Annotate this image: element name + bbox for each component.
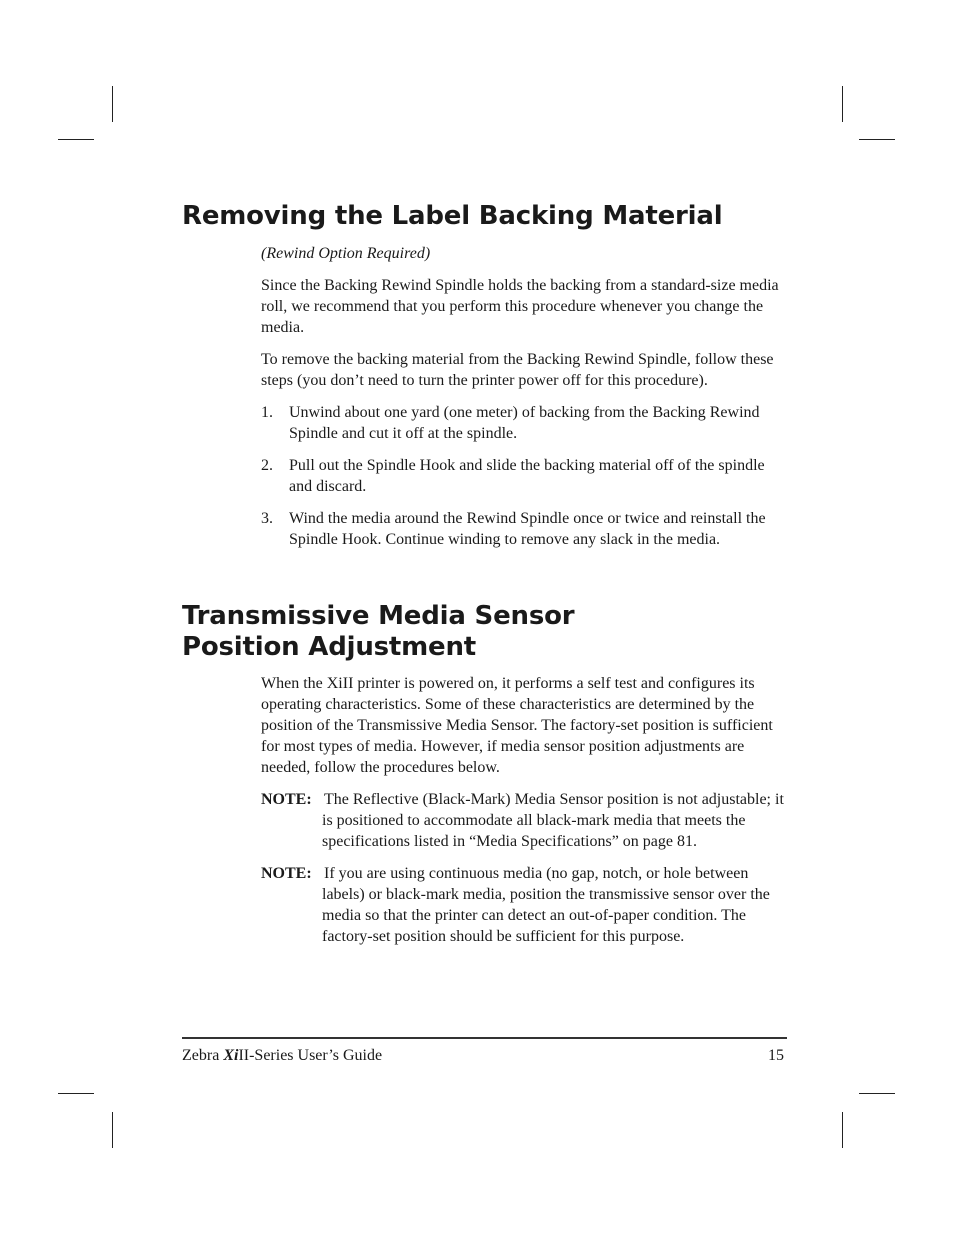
section1-body <box>261 243 785 561</box>
step-number: 2. <box>261 457 273 474</box>
section1-paragraph-1: Since the Backing Rewind Spindle holds the backing from a standard-size media roll, we recommend that you perform this procedure whenever you change the media. <box>261 277 779 336</box>
crop-mark-top-left-vertical <box>112 86 113 122</box>
section-heading-removing-backing: Removing the Label Backing Material <box>182 201 723 231</box>
section1-paragraph-2: To remove the backing material from the Backing Rewind Spindle, follow these steps (you don’t need to turn the printer power off for this procedure). <box>261 351 774 389</box>
footer-brand: Zebra <box>182 1047 224 1064</box>
note-label: NOTE: <box>261 791 312 808</box>
list-item <box>261 455 785 497</box>
footer-model: Xi <box>223 1047 239 1064</box>
list-item <box>261 402 785 444</box>
note-2 <box>261 863 785 947</box>
crop-mark-top-right-vertical <box>842 86 843 122</box>
note-text: If you are using continuous media (no gap, notch, or hole between labels) or black-mark media, position the transmissive sensor over the media so that the printer can detect an out-of-paper condition. The factory-set position should be sufficient for this purpose. <box>322 865 770 945</box>
step-number: 3. <box>261 510 273 527</box>
section2-title-line2: Position Adjustment <box>182 632 476 662</box>
crop-mark-top-left-horizontal <box>58 139 94 140</box>
crop-mark-bottom-left-horizontal <box>58 1093 94 1094</box>
step-text: Unwind about one yard (one meter) of backing from the Backing Rewind Spindle and cut it off at the spindle. <box>289 404 760 442</box>
crop-mark-bottom-right-vertical <box>842 1112 843 1148</box>
crop-mark-top-right-horizontal <box>859 139 895 140</box>
section2-body <box>261 673 785 958</box>
section2-paragraph: When the XiII printer is powered on, it performs a self test and configures its operating characteristics. Some of these characteristics are determined by the position of the Transmissive Media Sensor. The factory-set position is sufficient for most types of media. However, if media sensor position adjustments are needed, follow the procedures below. <box>261 675 773 776</box>
step-number: 1. <box>261 404 273 421</box>
note-text: The Reflective (Black-Mark) Media Sensor position is not adjustable; it is positioned to accommodate all black-mark media that meets the specifications listed in “Media Specifications” on page 81. <box>322 791 784 850</box>
crop-mark-bottom-left-vertical <box>112 1112 113 1148</box>
footer-guide-name: II-Series User’s Guide <box>238 1047 383 1064</box>
note-label: NOTE: <box>261 865 312 882</box>
step-text: Wind the media around the Rewind Spindle once or twice and reinstall the Spindle Hook. Continue winding to remove any slack in the media. <box>289 510 766 548</box>
section-heading-transmissive-sensor <box>182 601 574 663</box>
list-item <box>261 508 785 550</box>
crop-mark-bottom-right-horizontal <box>859 1093 895 1094</box>
page-number: 15 <box>768 1047 784 1064</box>
note-1 <box>261 789 785 852</box>
footer-title <box>182 1045 382 1066</box>
section2-title-line1: Transmissive Media Sensor <box>182 601 575 631</box>
section1-subtitle: (Rewind Option Required) <box>261 245 431 262</box>
steps-list <box>261 402 785 550</box>
footer-rule <box>182 1037 787 1039</box>
step-text: Pull out the Spindle Hook and slide the backing material off of the spindle and discard. <box>289 457 765 495</box>
